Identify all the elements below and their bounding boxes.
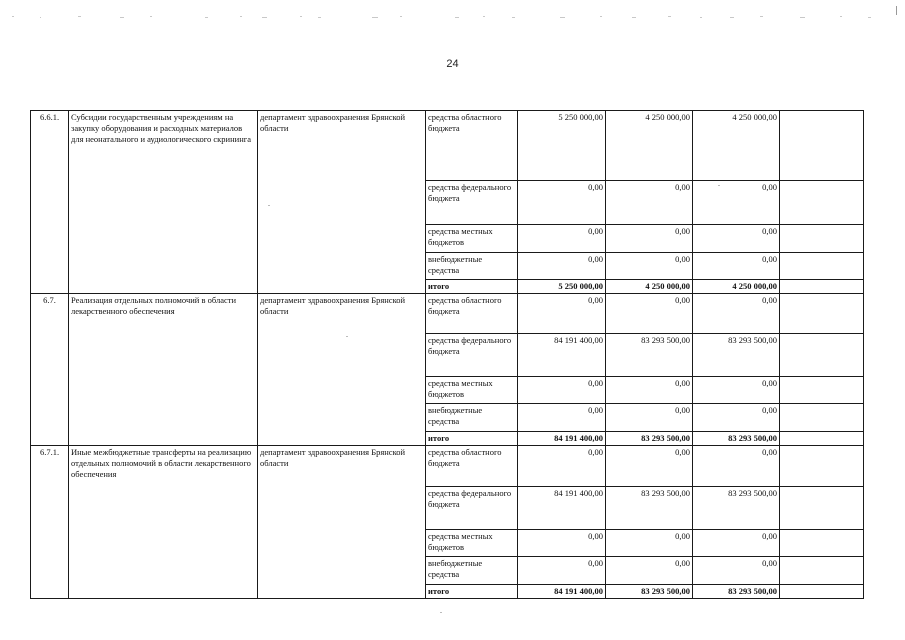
amount-year-2: 0,00 <box>606 225 693 253</box>
amount-year-3: 0,00 <box>693 181 780 225</box>
item-code: 6.7. <box>31 294 69 446</box>
item-name: Реализация отдельных полномочий в области лекарственного обеспечения <box>69 294 258 446</box>
amount-year-2: 0,00 <box>606 557 693 585</box>
amount-year-1: 0,00 <box>518 225 606 253</box>
funding-source: средства федерального бюджета <box>426 487 518 530</box>
amount-year-3: 0,00 <box>693 253 780 280</box>
amount-year-1: 0,00 <box>518 181 606 225</box>
item-executor: департамент здравоохранения Брянской области <box>258 446 426 599</box>
scan-speck <box>346 336 348 337</box>
amount-year-1: 84 191 400,00 <box>518 585 606 599</box>
amount-year-2: 0,00 <box>606 446 693 487</box>
empty-cell <box>780 111 864 181</box>
amount-year-3: 83 293 500,00 <box>693 334 780 377</box>
empty-cell <box>780 253 864 280</box>
funding-source: средства областного бюджета <box>426 111 518 181</box>
scan-edge-mark <box>896 6 897 15</box>
empty-cell <box>780 530 864 557</box>
amount-year-3: 0,00 <box>693 446 780 487</box>
amount-year-1: 0,00 <box>518 557 606 585</box>
scan-speck <box>718 185 720 186</box>
funding-source: итого <box>426 585 518 599</box>
funding-source: средства областного бюджета <box>426 446 518 487</box>
funding-source: средства местных бюджетов <box>426 377 518 404</box>
funding-source: средства местных бюджетов <box>426 225 518 253</box>
amount-year-1: 0,00 <box>518 253 606 280</box>
amount-year-2: 83 293 500,00 <box>606 334 693 377</box>
page-number: 24 <box>446 58 459 70</box>
funding-source: внебюджетные средства <box>426 404 518 432</box>
amount-year-2: 4 250 000,00 <box>606 280 693 294</box>
amount-year-1: 0,00 <box>518 530 606 557</box>
item-name: Иные межбюджетные трансферты на реализацию отдельных полномочий в области лекарственного обеспечения <box>69 446 258 599</box>
amount-year-3: 4 250 000,00 <box>693 111 780 181</box>
amount-year-3: 0,00 <box>693 294 780 334</box>
amount-year-2: 0,00 <box>606 253 693 280</box>
empty-cell <box>780 181 864 225</box>
scan-speck <box>440 612 442 613</box>
empty-cell <box>780 334 864 377</box>
amount-year-1: 0,00 <box>518 404 606 432</box>
empty-cell <box>780 557 864 585</box>
funding-source: средства местных бюджетов <box>426 530 518 557</box>
funding-source: внебюджетные средства <box>426 253 518 280</box>
item-code: 6.7.1. <box>31 446 69 599</box>
funding-source: средства федерального бюджета <box>426 334 518 377</box>
funding-source: итого <box>426 432 518 446</box>
amount-year-2: 0,00 <box>606 404 693 432</box>
table-row <box>31 446 864 487</box>
amount-year-1: 5 250 000,00 <box>518 280 606 294</box>
funding-source: средства областного бюджета <box>426 294 518 334</box>
amount-year-2: 83 293 500,00 <box>606 585 693 599</box>
amount-year-3: 0,00 <box>693 225 780 253</box>
empty-cell <box>780 294 864 334</box>
empty-cell <box>780 377 864 404</box>
amount-year-1: 0,00 <box>518 294 606 334</box>
item-executor: департамент здравоохранения Брянской области <box>258 111 426 294</box>
empty-cell <box>780 585 864 599</box>
empty-cell <box>780 404 864 432</box>
empty-cell <box>780 225 864 253</box>
amount-year-1: 84 191 400,00 <box>518 432 606 446</box>
amount-year-3: 4 250 000,00 <box>693 280 780 294</box>
table-row <box>31 294 864 334</box>
amount-year-2: 83 293 500,00 <box>606 487 693 530</box>
amount-year-3: 83 293 500,00 <box>693 585 780 599</box>
empty-cell <box>780 432 864 446</box>
amount-year-1: 84 191 400,00 <box>518 487 606 530</box>
amount-year-2: 83 293 500,00 <box>606 432 693 446</box>
item-executor: департамент здравоохранения Брянской области <box>258 294 426 446</box>
empty-cell <box>780 487 864 530</box>
amount-year-3: 0,00 <box>693 530 780 557</box>
amount-year-2: 0,00 <box>606 530 693 557</box>
scan-noise-line <box>0 10 905 22</box>
amount-year-3: 0,00 <box>693 557 780 585</box>
amount-year-3: 83 293 500,00 <box>693 487 780 530</box>
amount-year-2: 0,00 <box>606 377 693 404</box>
funding-source: итого <box>426 280 518 294</box>
amount-year-1: 84 191 400,00 <box>518 334 606 377</box>
amount-year-3: 0,00 <box>693 377 780 404</box>
amount-year-3: 0,00 <box>693 404 780 432</box>
funding-source: средства федерального бюджета <box>426 181 518 225</box>
scan-speck <box>268 205 270 206</box>
amount-year-1: 5 250 000,00 <box>518 111 606 181</box>
amount-year-2: 4 250 000,00 <box>606 111 693 181</box>
item-code: 6.6.1. <box>31 111 69 294</box>
amount-year-1: 0,00 <box>518 377 606 404</box>
amount-year-1: 0,00 <box>518 446 606 487</box>
empty-cell <box>780 446 864 487</box>
funding-source: внебюджетные средства <box>426 557 518 585</box>
amount-year-2: 0,00 <box>606 181 693 225</box>
budget-table <box>30 110 864 599</box>
amount-year-2: 0,00 <box>606 294 693 334</box>
amount-year-3: 83 293 500,00 <box>693 432 780 446</box>
table-row <box>31 111 864 181</box>
item-name: Субсидии государственным учреждениям на закупку оборудования и расходных материалов для неонатального и аудиологического скрининга <box>69 111 258 294</box>
empty-cell <box>780 280 864 294</box>
